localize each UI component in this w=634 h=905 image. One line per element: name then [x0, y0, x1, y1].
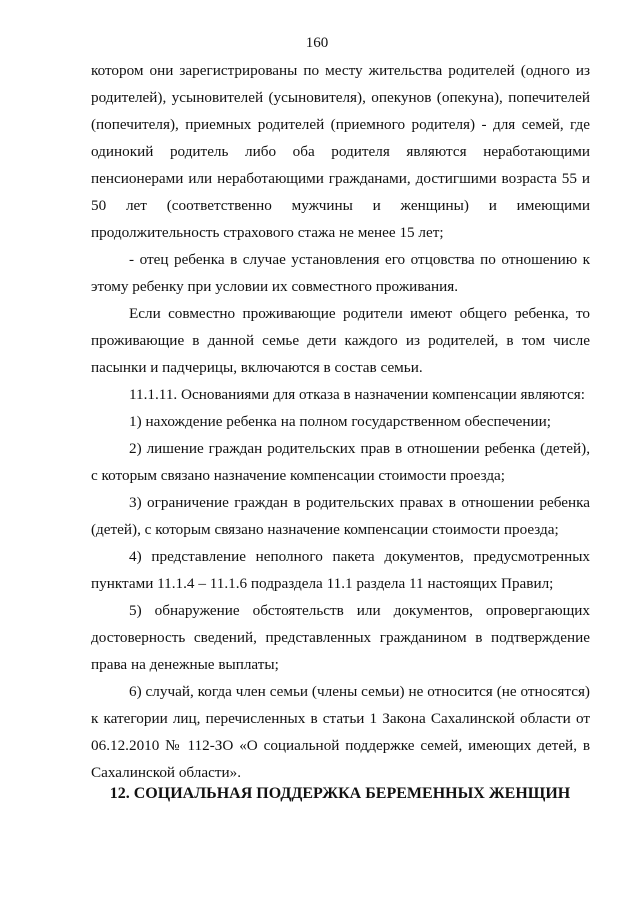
list-item-4: 4) представление неполного пакета документов, предусмотренных пунктами 11.1.4 – 11.1.6 подраздела 11.1 раздела 11 настоящих Правил;	[91, 548, 590, 592]
list-item-2: 2) лишение граждан родительских прав в отношении ребенка (детей), с которым связано назначение компенсации стоимости проезда;	[91, 440, 590, 484]
list-item-6: 6) случай, когда член семьи (члены семьи) не относится (не относятся) к категории лиц, перечисленных в статьи 1 Закона Сахалинской области от 06.12.2010 № 112-ЗО «О социальной поддержке семей, имеющих детей, в Сахалинской области».	[91, 683, 590, 781]
paragraph-father: - отец ребенка в случае установления его отцовства по отношению к этому ребенку при условии их совместного проживания.	[91, 251, 590, 295]
list-item-5: 5) обнаружение обстоятельств или документов, опровергающих достоверность сведений, представленных гражданином в подтверждение права на денежные выплаты;	[91, 602, 590, 673]
document-body	[91, 57, 590, 786]
paragraph-common-child: Если совместно проживающие родители имеют общего ребенка, то проживающие в данной семье дети каждого из родителей, в том числе пасынки и падчерицы, включаются в состав семьи.	[91, 305, 590, 376]
list-item-1: 1) нахождение ребенка на полном государственном обеспечении;	[129, 413, 552, 430]
paragraph-grounds-heading: 11.1.11. Основаниями для отказа в назначении компенсации являются:	[129, 386, 585, 403]
section-heading: 12. СОЦИАЛЬНАЯ ПОДДЕРЖКА БЕРЕМЕННЫХ ЖЕНЩИН	[109, 785, 571, 802]
paragraph-continuation: котором они зарегистрированы по месту жительства родителей (одного из родителей), усыновителей (усыновителя), опекунов (опекуна), попечителей (попечителя), приемных родителей (приемного родителя) - для семей, где одинокий родитель либо оба родителя являются неработающими пенсионерами или неработающими гражданами, достигшими возраста 55 и 50 лет (соответственно мужчины и женщины) и имеющими продолжительность страхового стажа не менее 15 лет;	[91, 62, 590, 241]
page-number: 160	[305, 35, 329, 51]
list-item-3: 3) ограничение граждан в родительских правах в отношении ребенка (детей), с которым связано назначение компенсации стоимости проезда;	[91, 494, 590, 538]
